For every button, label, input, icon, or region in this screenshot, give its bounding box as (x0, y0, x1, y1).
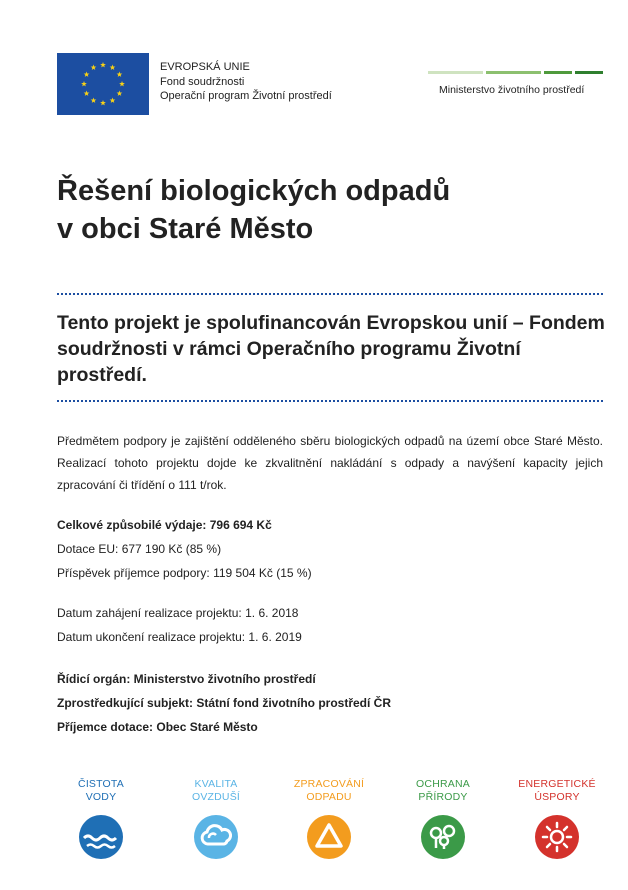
eu-star (117, 72, 123, 77)
page-title (57, 172, 597, 248)
divider-bottom (57, 400, 603, 402)
eu-flag-icon (57, 53, 149, 115)
eu-line-3: Operační program Životní prostředí (160, 90, 332, 102)
divider-top (57, 293, 603, 295)
pillar-water-line-1: ČISTOTA (78, 778, 124, 790)
recycle-triangle-icon (306, 814, 352, 860)
pillar-waste (284, 778, 374, 860)
pillar-water-line-2: VODY (85, 791, 117, 803)
eu-line-2: Fond soudržnosti (160, 75, 245, 88)
intermediate-body: Zprostředkující subjekt: Státní fond životního prostředí ČR (57, 696, 392, 710)
eu-star (91, 97, 97, 102)
eu-star (110, 97, 116, 102)
pillar-water (56, 778, 146, 860)
pillar-air-line-1: KVALITA (194, 778, 238, 790)
eu-star (84, 91, 90, 96)
eu-star (81, 81, 87, 86)
eu-line-1: EVROPSKÁ UNIE (160, 61, 250, 73)
start-date: Datum zahájení realizace projektu: 1. 6. 2018 (57, 606, 299, 620)
cloud-icon (193, 814, 239, 860)
eu-star (91, 65, 97, 70)
grant-recipient: Příjemce dotace: Obec Staré Město (57, 720, 258, 734)
ministry-line-3 (544, 71, 572, 74)
eu-star (110, 65, 116, 70)
recipient-contribution: Příspěvek příjemce podpory: 119 504 Kč (15 %) (57, 566, 312, 580)
total-costs: Celkové způsobilé výdaje: 796 694 Kč (57, 518, 272, 532)
title-line-2: v obci Staré Město (57, 213, 314, 245)
pillar-nature-line-1: OCHRANA (416, 778, 470, 790)
eu-fund-label (160, 60, 332, 104)
ministry-color-lines (428, 71, 603, 75)
eu-grant: Dotace EU: 677 190 Kč (85 %) (57, 542, 222, 556)
end-date: Datum ukončení realizace projektu: 1. 6. 2019 (57, 630, 302, 644)
eu-star (117, 91, 123, 96)
pillar-energy-line-1: ENERGETICKÉ (518, 778, 596, 790)
pillar-waste-line-1: ZPRACOVÁNÍ (293, 778, 365, 790)
pillar-energy-label (512, 778, 602, 806)
ministry-line-2 (486, 71, 541, 74)
pillar-nature (398, 778, 488, 860)
pillar-energy-line-2: ÚSPORY (534, 791, 580, 803)
sun-icon (534, 814, 580, 860)
ministry-line-1 (428, 71, 483, 74)
title-line-1: Řešení biologických odpadů (57, 175, 451, 207)
pillar-air-line-2: OVZDUŠÍ (191, 791, 241, 803)
pillar-waste-label (284, 778, 374, 806)
eu-star (100, 100, 106, 105)
pillar-nature-line-2: PŘÍRODY (418, 791, 468, 803)
nature-icon (420, 814, 466, 860)
pillar-water-label (56, 778, 146, 806)
water-icon (78, 814, 124, 860)
pillar-air (171, 778, 261, 860)
eu-star (119, 81, 125, 86)
pillar-waste-line-2: ODPADU (306, 791, 352, 803)
pillar-nature-label (398, 778, 488, 806)
pillar-air-label (171, 778, 261, 806)
ministry-line-4 (575, 71, 603, 74)
ministry-name: Ministerstvo životního prostředí (439, 84, 585, 96)
eu-star (84, 72, 90, 77)
cofinancing-statement: Tento projekt je spolufinancován Evropskou unií – Fondem soudržnosti v rámci Operačního programu Životní prostředí. (57, 312, 605, 386)
managing-body: Řídicí orgán: Ministerstvo životního prostředí (57, 672, 316, 686)
project-description: Předmětem podpory je zajištění odděleného sběru biologických odpadů na území obce Staré Město. Realizací tohoto projektu dojde ke zkvalitnění nakládání s odpady a navýšení kapacity jejich zpracování či třídění o 111 t/rok. (57, 434, 603, 492)
pillar-energy (512, 778, 602, 860)
eu-star (100, 62, 106, 67)
